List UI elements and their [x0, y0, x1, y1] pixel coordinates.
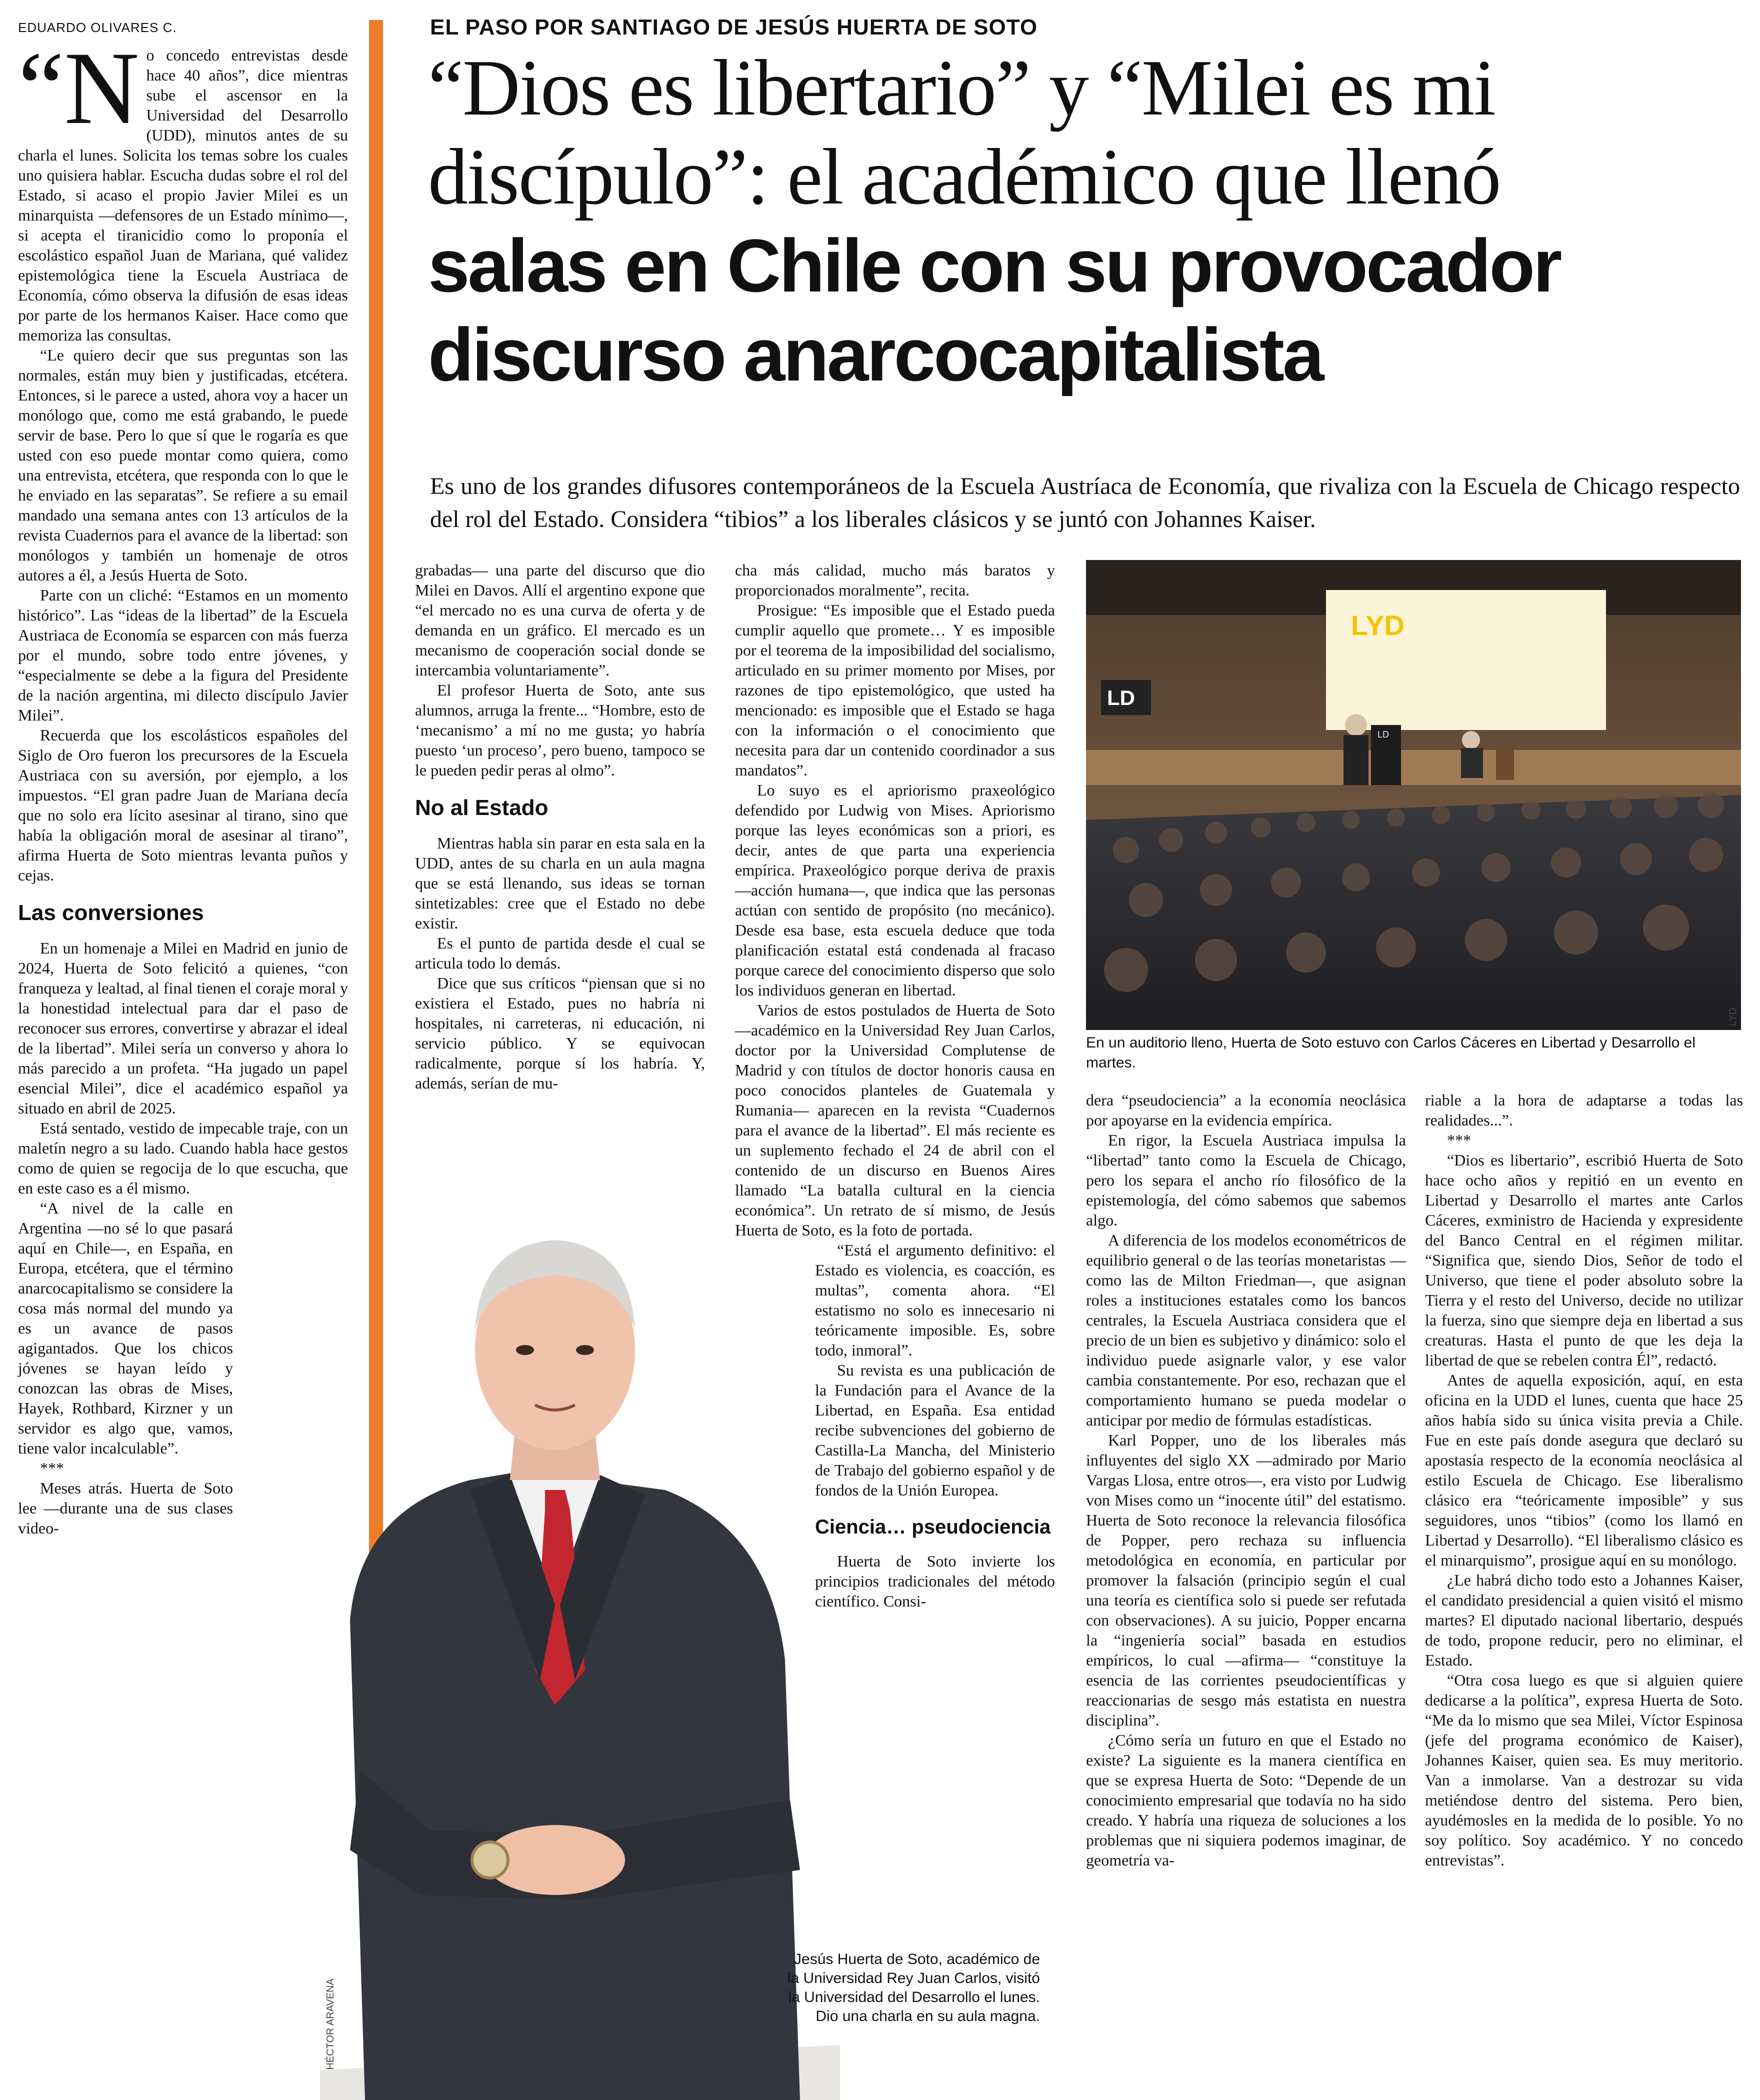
paragraph: cha más calidad, mucho más baratos y proporcionados moralmente”, recita. [735, 561, 1055, 599]
kicker: EL PASO POR SANTIAGO DE JESÚS HUERTA DE SOTO [430, 15, 1038, 40]
auditorium-caption: En un auditorio lleno, Huerta de Soto estuvo con Carlos Cáceres en Libertad y Desarrollo el martes. [1086, 1034, 1696, 1071]
column-4 [1086, 1090, 1406, 1870]
drop-cap: “N [18, 30, 140, 146]
paragraph: “Otra cosa luego es que si alguien quiere dedicarse a la política”, expresa Huerta de Soto. “Me da lo mismo que sea Milei, Víctor Espinosa (jefe del programa económico de Kaiser), Johannes Kaiser, quien sea. Es muy meritorio. Van a inmolarse. Van a destrozar su vida metiéndose dentro del sistema. Pero bien, ayudémosles en la medida de lo posible. Yo no soy político. Soy académico. Y no concedo entrevistas”. [1425, 1671, 1743, 1869]
paragraph: “Le quiero decir que sus preguntas son las normales, están muy bien y justificadas, etcétera. Entonces, si le parece a usted, ahora voy a hacer un monólogo que, como me está grabando, le puede servir de base. Pero lo que sí que le rogaría es que usted con eso puede montar como quiera, como una entrevista, etcétera, que responda con lo que le he enviado en las separatas”. Se refiere a su email mandado una semana antes con 13 artículos de la revista Cuadernos para el avance de la libertad: son monólogos y también un homenaje de otros autores a él, a Jesús Huerta de Soto. [18, 346, 348, 584]
audience [1086, 795, 1741, 1030]
paragraph: Prosigue: “Es imposible que el Estado pueda cumplir aquello que promete… Y es imposible por el teorema de la imposibilidad del socialismo, articulado en su primer momento por Mises, por razones de tipo epistemológico, que usted ha mencionado: es imposible que el Estado se haga con la información o el conocimiento que necesita para dar un contenido coordinador a sus mandatos”. [735, 601, 1055, 779]
column-2 [415, 560, 705, 1093]
auditorium-illustration [1086, 560, 1741, 1030]
paragraph: Lo suyo es el apriorismo praxeológico defendido por Ludwig von Mises. Apriorismo porque las leyes económicas son a priori, es decir, antes de que parta una experiencia empírica. Praxeológico porque deriva de praxis —acción humana—, que indica que las personas actúan con sentido de propósito (no mecánico). Desde esa base, esta escuela deduce que toda planificación estatal está condenada al fracaso porque carece del conocimiento disperso que solo los individuos generan en libertad. [735, 781, 1055, 999]
portrait-credit: HÉCTOR ARAVENA [325, 1978, 336, 2070]
paragraph: ¿Cómo sería un futuro en que el Estado no existe? La siguiente es la manera científica en que se expresa Huerta de Soto: “Depende de un conocimiento empresarial que todavía no ha sido creado. Y habría una riqueza de soluciones a los problemas que ni siquiera podemos imaginar, de geometría va- [1086, 1731, 1406, 1869]
paragraph: Dice que sus críticos “piensan que si no existiera el Estado, pues no habría ni hospitales, ni carreteras, ni educación, ni servicio público. Y se equivocan radicalmente, porque sí los habría. Y, además, serían de mu- [415, 974, 705, 1092]
headline [428, 43, 1738, 399]
separator-stars: *** [1447, 1131, 1471, 1149]
photo-credit: LYD [1728, 1007, 1738, 1026]
paragraph: Está sentado, vestido de impecable traje, con un maletín negro a su lado. Cuando habla hace gestos como de quien se regocija de lo que escucha, que en este caso es a él mismo. [18, 1119, 348, 1197]
paragraph: Su revista es una publicación de la Fundación para el Avance de la Libertad, en España. Esa entidad recibe subvenciones del gobierno de Castilla-La Mancha, del Ministerio de Trabajo del gobierno español y de fondos de la Unión Europea. [815, 1361, 1055, 1499]
paragraph: Huerta de Soto invierte los principios tradicionales del método científico. Consi- [815, 1552, 1055, 1610]
paragraph: Recuerda que los escolásticos españoles del Siglo de Oro fueron los precursores de la Escuela Austriaca con su aversión, por ejemplo, a los impuestos. “El gran padre Juan de Mariana decía que no solo era lícito asesinar al tirano, sino que había la obligación moral de asesinar al tirano”, afirma Huerta de Soto mientras levanta puños y cejas. [18, 726, 348, 884]
headline-line-1: “Dios es libertario” y “Milei es mi discípulo”: el académico que llenó [428, 43, 1500, 221]
portrait-caption: Jesús Huerta de Soto, académico de la Universidad Rey Juan Carlos, visitó la Universidad del Desarrollo el lunes. Dio una charla en su aula magna. [787, 1951, 1040, 2024]
paragraph: ¿Le habrá dicho todo esto a Johannes Kaiser, el candidato presidencial a quien visitó el mismo martes? El diputado nacional libertario, después de todo, propone reducir, pero no eliminar, el Estado. [1425, 1571, 1743, 1669]
paragraph: En un homenaje a Milei en Madrid en junio de 2024, Huerta de Soto felicitó a quienes, “con franqueza y lealtad, al final tienen el coraje moral y la honestidad intelectual para dar el paso de reconocer sus errores, convertirse y abrazar el ideal de la libertad”. Milei sería un converso y ahora lo más parecido a un profeta. “Ha jugado un papel esencial Milei”, dice el académico español ya situado en abril de 2025. [18, 939, 348, 1117]
column-5 [1425, 1090, 1743, 1870]
paragraph: A diferencia de los modelos econométricos de equilibrio general o de las teorías monetaristas —como las de Milton Friedman—, que asignan roles a instituciones estatales como los bancos centrales, la Escuela Austriaca considera que el precio de un bien es subjetivo y dinámico: solo el individuo puede asignarle valor, y ese valor cambia constantemente. Por eso, rechazan que el comportamiento humano se pueda modelar o anticipar por medio de fórmulas estadísticas. [1086, 1231, 1406, 1429]
paragraph: Es el punto de partida desde el cual se articula todo lo demás. [415, 934, 705, 972]
podium-logo: LD [1378, 730, 1390, 740]
paragraph: “A nivel de la calle en Argentina —no sé lo que pasará aquí en Chile—, en España, en Europa, etcétera, que el término anarcocapitalismo se considere la cosa más normal del mundo ya es un avance de pasos agigantados. Que los chicos jóvenes se hayan leído y conozcan las obras de Mises, Hayek, Rothbard, Kirzner y un servidor es algo que, vamos, tiene valor incalculable”. [18, 1199, 233, 1457]
separator-stars: *** [40, 1459, 64, 1477]
portrait-illustration [320, 1170, 840, 2100]
paragraph: Mientras habla sin parar en esta sala en la UDD, antes de su charla en un aula magna que se está llenando, sus ideas se tornan sintetizables: cree que el Estado no debe existir. [415, 834, 705, 932]
column-1 [18, 30, 348, 1538]
paragraph: Parte con un cliché: “Estamos en un momento histórico”. Las “ideas de la libertad” de la Escuela Austriaca de Economía se esparcen con más fuerza por el mundo, sobre todo entre jóvenes, y “especialmente se debe a la figura del Presidente de la nación argentina, mi dilecto discípulo Javier Milei”. [18, 586, 348, 724]
deck: Es uno de los grandes difusores contemporáneos de la Escuela Austríaca de Economía, que rivaliza con la Escuela de Chicago respecto del rol del Estado. Considera “tibios” a los liberales clásicos y se juntó con Johannes Kaiser. [430, 473, 1740, 532]
auditorium-photo [1086, 560, 1741, 1030]
paragraph: En rigor, la Escuela Austriaca impulsa la “libertad” tanto como la Escuela de Chicago, pero los separa el ancho río filosófico de la epistemología, del cómo sabemos que sabemos algo. [1086, 1131, 1406, 1229]
lead-paragraph: “N o concedo entrevistas desde hace 40 años”, dice mientras sube el ascensor en la Universidad del Desarrollo (UDD), minutos antes de su charla el lunes. Solicita los temas sobre los cuales uno quisiera hablar. Escucha dudas sobre el rol del Estado, si acaso el propio Javier Milei es un minarquista —defensores de un Estado mínimo—, si acepta el tiranicidio como lo proponía el escolástico español Juan de Mariana, qué validez epistemológica tiene la Escuela Austriaca de Economía, cómo observa la difusión de esas ideas por parte de los hermanos Kaiser. Hace como que memoriza las consultas. [18, 30, 348, 344]
paragraph: dera “pseudociencia” a la economía neoclásica por apoyarse en la evidencia empírica. [1086, 1091, 1406, 1129]
paragraph: “Dios es libertario”, escribió Huerta de Soto hace ocho años y repitió en un evento en Libertad y Desarrollo el martes ante Carlos Cáceres, exministro de Hacienda y expresidente del Banco Central en el régimen militar. “Significa que, siendo Dios, Señor de todo el Universo, que tiene el poder absoluto sobre la Tierra y el resto del Universo, decide no utilizar la fuerza, sino que siempre deja en libertad a sus creaturas. Hasta el punto de que les deja la libertad de que se rebelen contra Él”, redactó. [1425, 1151, 1743, 1369]
paragraph: Karl Popper, uno de los liberales más influyentes del siglo XX —admirado por Mario Vargas Llosa, entre otros—, era visto por Ludwig von Mises como un “inocente útil” del estatismo. Huerta de Soto reconoce la relevancia filosófica de Popper, pero rechaza su influencia metodológica en economía, en particular por promover la falsación (principio según el cual una teoría es científica solo si puede ser refutada con observaciones). A su juicio, Popper encarna la “ingeniería social” basada en estudios empíricos, lo cual —afirma— “constituye la esencia de las corrientes pseudocientíficas y reaccionarias de sesgo más estatista en nuestra disciplina”. [1086, 1431, 1406, 1729]
paragraph: Varios de estos postulados de Huerta de Soto —académico en la Universidad Rey Juan Carlos, doctor por la Universidad Complutense de Madrid y con títulos de doctor honoris causa en poco conocidos planteles de Guatemala y Rumania— aparecen en la revista “Cuadernos para el avance de la libertad”. El más reciente es un suplemento fechado el 24 de abril con el contenido de un discurso en Buenos Aires llamado “La batalla cultural en la ciencia económica”. Un retrato de sí mismo, de Jesús Huerta de Soto, es la foto de portada. [735, 1001, 1055, 1239]
subhead-conversiones: Las conversiones [18, 900, 204, 925]
paragraph: riable a la hora de adaptarse a todas las realidades...”. [1425, 1091, 1743, 1129]
screen-logo: LYD [1351, 610, 1404, 641]
paragraph: Meses atrás. Huerta de Soto lee —durante una de sus clases video- [18, 1479, 233, 1537]
paragraph: Antes de aquella exposición, aquí, en esta oficina en la UDD el lunes, cuenta que hace 25 años había sido su única visita previa a Chile. Fue en este país donde asegura que declaró su apostasía respecto de la economía neoclásica al estilo Escuela de Chicago. Ese liberalismo clásico era “teóricamente imposible” y sus seguidores, unos “tibios” (como los llamó en Libertad y Desarrollo). “El liberalismo clásico es el minarquismo”, prosigue aquí en su monólogo. [1425, 1371, 1743, 1569]
paragraph: grabadas— una parte del discurso que dio Milei en Davos. Allí el argentino expone que “el mercado no es una curva de oferta y de demanda en un gráfico. El mercado es un mecanismo de cooperación social donde se intercambia voluntariamente”. [415, 561, 705, 679]
paragraph: El profesor Huerta de Soto, ante sus alumnos, arruga la frente... “Hombre, esto de ‘mecanismo’ a mí no me gusta; yo habría puesto ‘un proceso’, pero bueno, tampoco se le pueden pedir peras al olmo”. [415, 681, 705, 779]
paragraph: “Está el argumento definitivo: el Estado es violencia, es coacción, es multas”, comenta ahora. “El estatismo no solo es innecesario ni teóricamente imposible. Es, sobre todo, inmoral”. [815, 1241, 1055, 1359]
headline-line-2: salas en Chile con su provocador discurso anarcocapitalista [428, 224, 1560, 396]
wall-logo: LD [1107, 686, 1135, 710]
byline: EDUARDO OLIVARES C. [18, 20, 177, 35]
portrait-photo [320, 1170, 840, 2100]
subhead-no-al-estado: No al Estado [415, 796, 548, 820]
watch [472, 1842, 508, 1878]
subhead-ciencia: Ciencia… pseudociencia [815, 1516, 1051, 1538]
